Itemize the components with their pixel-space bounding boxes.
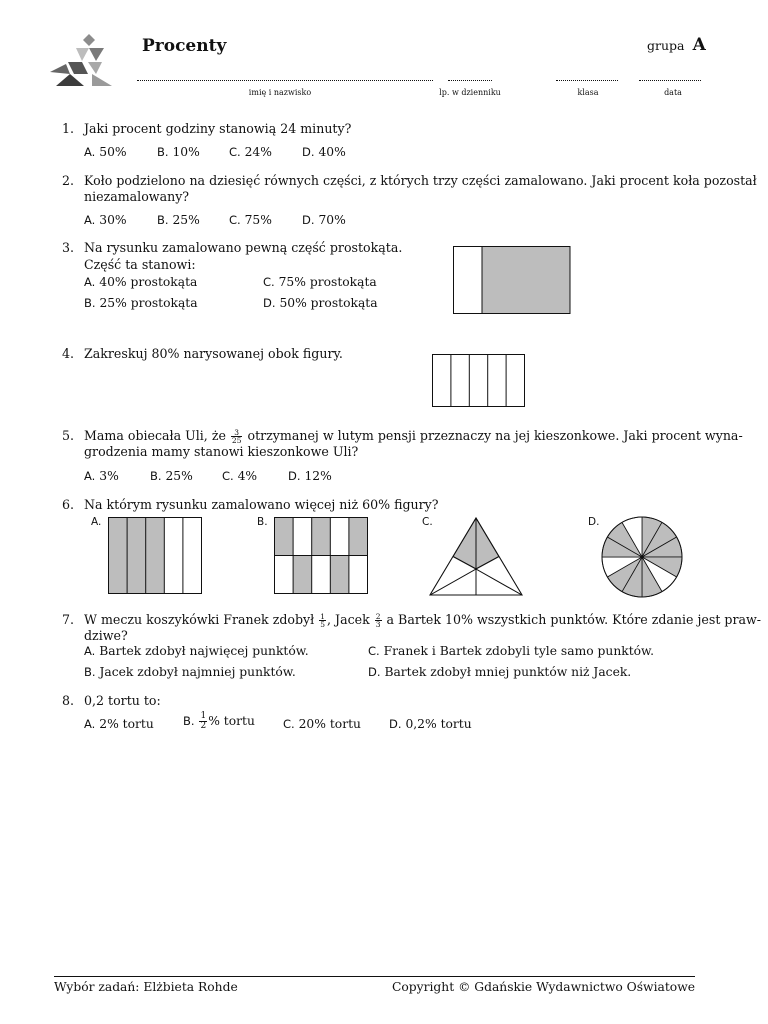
answer-text: 50% prostokąta (279, 296, 378, 310)
q5-answer-a[interactable] (84, 468, 119, 485)
q5-answer-c[interactable] (222, 468, 257, 485)
answer-letter: B. (157, 145, 169, 159)
answer-letter: A. (84, 275, 96, 289)
q8-answer-d[interactable] (389, 716, 472, 733)
q7-answer-b[interactable] (84, 664, 296, 681)
q6-figure-a-striped-rectangle[interactable] (108, 517, 203, 595)
class-field-line[interactable] (556, 80, 618, 81)
question-4-text: Zakreskuj 80% narysowanej obok figury. (84, 346, 343, 361)
answer-letter: A. (84, 145, 96, 159)
q6-figure-label-d: D. (588, 516, 600, 528)
fraction-numerator: 2 (375, 612, 381, 621)
q5-fraction (231, 429, 243, 444)
answer-text: 24% (244, 145, 272, 159)
answer-letter: B. (150, 469, 162, 483)
answer-text: 4% (237, 469, 258, 483)
q5-text-after-fraction: otrzymanej w lutym pensji przeznaczy na jej kieszonkowe. Jaki procent wyna- (247, 428, 743, 443)
q3-answer-c[interactable] (263, 274, 377, 291)
q3-answer-d[interactable] (263, 295, 378, 312)
answer-text: 25% (165, 469, 193, 483)
q7-fraction-2 (375, 613, 382, 628)
q7-answer-c[interactable] (368, 643, 654, 660)
answer-text: 75% prostokąta (278, 275, 377, 289)
answer-letter: D. (302, 213, 315, 227)
question-4-number: 4. (62, 346, 75, 361)
question-1-text: Jaki procent godziny stanowią 24 minuty? (84, 121, 352, 136)
fraction-numerator: 3 (231, 429, 243, 437)
q1-answer-c[interactable] (229, 144, 272, 161)
footer-author: Wybór zadań: Elżbieta Rohde (54, 980, 238, 994)
question-2-number: 2. (62, 173, 75, 188)
question-2-text-line-2: niezamalowany? (84, 189, 190, 204)
q6-figure-c-triangle[interactable] (429, 517, 523, 596)
question-8-text: 0,2 tortu to: (84, 693, 161, 708)
fraction-denominator: 2 (200, 721, 207, 731)
fraction-numerator: 1 (320, 612, 326, 621)
question-6-text: Na którym rysunku zamalowano więcej niż 60% figury? (84, 497, 439, 512)
answer-text: Bartek zdobył najwięcej punktów. (99, 644, 309, 658)
question-5-text-line-1 (84, 427, 743, 444)
q7-text-part-2: , Jacek (327, 612, 370, 627)
fraction-denominator: 3 (375, 620, 381, 629)
question-8-number: 8. (62, 693, 75, 708)
q6-figure-b-checkered-rectangle[interactable] (274, 517, 369, 595)
answer-text: 40% (318, 145, 346, 159)
question-3-number: 3. (62, 240, 75, 255)
q8-answer-a[interactable] (84, 716, 154, 733)
answer-text: 70% (318, 213, 346, 227)
fraction-denominator: 25 (231, 436, 242, 445)
q6-figure-label-c: C. (422, 516, 433, 528)
q8-answer-b[interactable] (183, 712, 255, 731)
q8-answer-c[interactable] (283, 716, 361, 733)
answer-letter: A. (84, 469, 96, 483)
register-number-field-caption: lp. w dzienniku (439, 88, 501, 97)
answer-letter: A. (84, 717, 96, 731)
answer-text: 12% (304, 469, 332, 483)
q5-answer-b[interactable] (150, 468, 193, 485)
answer-letter: D. (288, 469, 301, 483)
answer-letter: A. (84, 213, 96, 227)
answer-text: Jacek zdobył najmniej punktów. (99, 665, 296, 679)
q7-answer-d[interactable] (368, 664, 631, 681)
question-2-text-line-1: Koło podzielono na dziesięć równych części, z których trzy części zamalowano. Jaki procent koła pozostał (84, 173, 757, 188)
question-5-number: 5. (62, 428, 75, 443)
question-3-text-line-2: Część ta stanowi: (84, 257, 196, 272)
answer-letter: B. (157, 213, 169, 227)
answer-letter: C. (368, 644, 380, 658)
question-1-number: 1. (62, 121, 75, 136)
q7-fraction-1 (319, 613, 326, 628)
answer-text: Bartek zdobył mniej punktów niż Jacek. (384, 665, 632, 679)
register-number-field-line[interactable] (448, 80, 492, 81)
q7-answer-a[interactable] (84, 643, 309, 660)
answer-letter: D. (389, 717, 402, 731)
fraction-denominator: 5 (320, 620, 326, 629)
question-7-text-line-2: dziwe? (84, 628, 128, 643)
name-field-caption: imię i nazwisko (248, 88, 312, 97)
q7-text-part-3: a Bartek 10% wszystkich punktów. Które zdanie jest praw- (386, 612, 762, 627)
answer-text: 25% prostokąta (99, 296, 198, 310)
q4-five-part-rectangle[interactable] (432, 354, 525, 408)
answer-letter: C. (222, 469, 234, 483)
answer-text: % tortu (208, 714, 255, 728)
q3-shaded-rectangle (453, 246, 571, 314)
question-6-number: 6. (62, 497, 75, 512)
footer-copyright: Copyright © Gdańskie Wydawnictwo Oświatowe (391, 980, 695, 994)
q1-answer-a[interactable] (84, 144, 127, 161)
question-5-text-line-2: grodzenia mamy stanowi kieszonkowe Uli? (84, 444, 359, 459)
answer-letter: D. (302, 145, 315, 159)
answer-text: 75% (244, 213, 272, 227)
q2-answer-b[interactable] (157, 212, 200, 229)
q3-answer-a[interactable] (84, 274, 197, 291)
class-field-caption: klasa (577, 88, 599, 97)
tangram-logo (48, 34, 114, 88)
q2-answer-d[interactable] (302, 212, 346, 229)
group-indicator (647, 35, 706, 55)
fraction-numerator: 1 (200, 711, 207, 721)
answer-letter: C. (229, 213, 241, 227)
q6-figure-label-b: B. (257, 516, 268, 528)
answer-text: 50% (99, 145, 127, 159)
answer-letter: D. (263, 296, 276, 310)
q5-answer-d[interactable] (288, 468, 332, 485)
answer-letter: C. (263, 275, 275, 289)
answer-text: 40% prostokąta (99, 275, 198, 289)
answer-letter: C. (283, 717, 295, 731)
q5-text-before-fraction: Mama obiecała Uli, że (84, 428, 226, 443)
answer-letter: C. (229, 145, 241, 159)
group-label: grupa (647, 38, 685, 53)
q1-answer-d[interactable] (302, 144, 346, 161)
answer-text: Franek i Bartek zdobyli tyle samo punktów. (383, 644, 655, 658)
answer-letter: B. (84, 665, 96, 679)
name-field-line[interactable] (137, 80, 433, 81)
q1-answer-b[interactable] (157, 144, 200, 161)
q3-answer-b[interactable] (84, 295, 198, 312)
q7-text-part-1: W meczu koszykówki Franek zdobył (84, 612, 315, 627)
q6-figure-label-a: A. (91, 516, 102, 528)
answer-letter: B. (84, 296, 96, 310)
question-3-text-line-1: Na rysunku zamalowano pewną część prostokąta. (84, 240, 403, 255)
answer-text: 3% (99, 469, 119, 483)
answer-text: 20% tortu (298, 717, 361, 731)
date-field-line[interactable] (639, 80, 701, 81)
q6-figure-d-circle[interactable] (600, 515, 684, 599)
answer-letter: A. (84, 644, 96, 658)
q2-answer-c[interactable] (229, 212, 272, 229)
q2-answer-a[interactable] (84, 212, 127, 229)
answer-text: 25% (172, 213, 200, 227)
date-field-caption: data (664, 88, 682, 97)
footer-rule (54, 976, 695, 977)
question-7-number: 7. (62, 612, 75, 627)
answer-letter: D. (368, 665, 381, 679)
answer-text: 30% (99, 213, 127, 227)
answer-text: 10% (172, 145, 200, 159)
q8-fraction (199, 712, 207, 731)
answer-letter: B. (183, 714, 195, 728)
question-7-text-line-1 (84, 611, 761, 628)
group-letter: A (692, 35, 706, 55)
answer-text: 0,2% tortu (405, 717, 472, 731)
page-title: Procenty (142, 36, 227, 56)
answer-text: 2% tortu (99, 717, 154, 731)
